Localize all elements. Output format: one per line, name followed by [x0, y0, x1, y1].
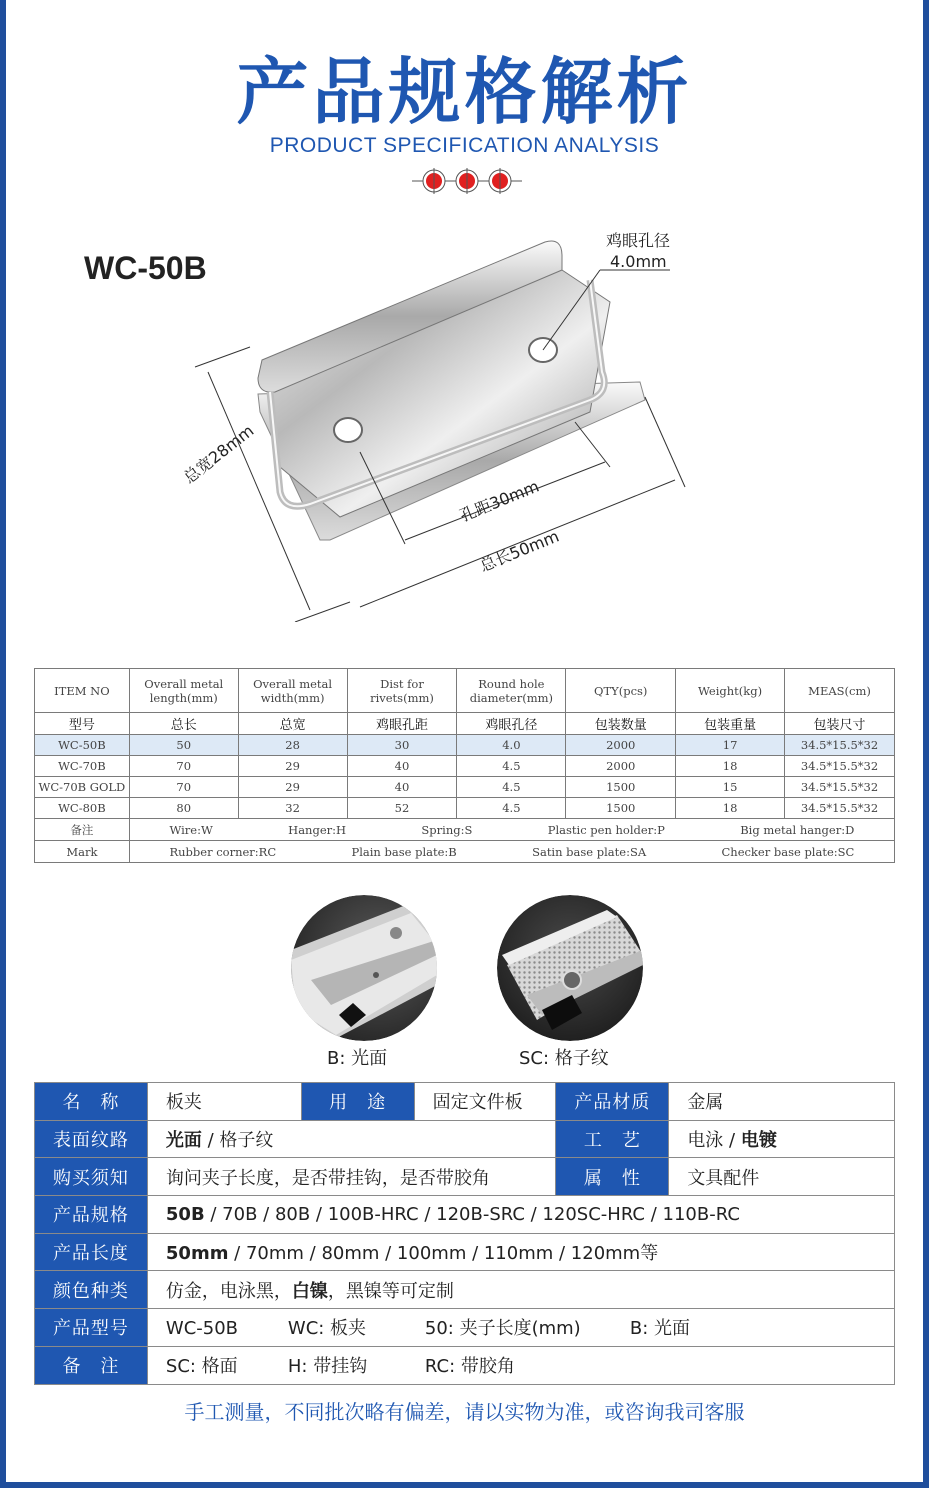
table-cell: 30 [347, 735, 457, 756]
header-cn-cell: 包装尺寸 [785, 713, 895, 735]
length-label: 产品长度 [35, 1233, 148, 1271]
craft-bold: 电镀 [740, 1130, 777, 1152]
footer-note: 手工测量，不同批次略有偏差，请以实物为准，或咨询我司客服 [184, 1400, 745, 1424]
table-cell: 52 [347, 798, 457, 819]
texture-label: 表面纹路 [35, 1120, 148, 1158]
texture-bold: 光面 [165, 1130, 202, 1152]
table-row [35, 756, 895, 777]
model-number: WC-50B [84, 250, 207, 286]
page-subtitle: PRODUCT SPECIFICATION ANALYSIS [269, 134, 660, 157]
table-cell: WC-70B [35, 756, 130, 777]
remark-value [147, 1346, 894, 1384]
table-cell: 18 [676, 798, 785, 819]
model-item: 50: 夹子长度(mm) [424, 1318, 581, 1340]
mark-item: Checker base plate:SC [721, 844, 855, 859]
attr-value: 文具配件 [669, 1158, 895, 1196]
model-item: WC-50B [165, 1318, 239, 1340]
clip-product-image [170, 222, 710, 622]
spec-rest: / 70B / 80B / 100B-HRC / 120B-SRC / 120SC-HRC / 110B-RC [204, 1203, 740, 1225]
table-row [35, 777, 895, 798]
table-cell: 4.0 [457, 735, 566, 756]
table-cell: 15 [676, 777, 785, 798]
header-cell: MEAS(cm) [785, 669, 895, 713]
spec-header-row [35, 669, 895, 713]
spec-bold: 50B [165, 1203, 205, 1225]
table-cell: 2000 [566, 735, 676, 756]
length-rest: / 70mm / 80mm / 100mm / 110mm / 120mm等 [228, 1243, 659, 1265]
note-item: Big metal hanger:D [740, 822, 855, 837]
color-bold: 白镍 [291, 1280, 328, 1302]
header-cell: Overall metal width(mm) [238, 669, 347, 713]
mark-item: Satin base plate:SA [532, 844, 647, 859]
header-cell: Dist for rivets(mm) [347, 669, 457, 713]
frame-left [0, 0, 6, 1488]
plain-surface-thumbnail [291, 895, 437, 1041]
header-cell: Weight(kg) [676, 669, 785, 713]
model-item: B: 光面 [629, 1318, 691, 1340]
notice-label: 购买须知 [35, 1158, 148, 1196]
table-cell: 4.5 [457, 756, 566, 777]
mark-items [129, 841, 894, 863]
decorative-dots-icon [412, 168, 522, 194]
table-cell: 18 [676, 756, 785, 777]
color-label: 颜色种类 [35, 1271, 148, 1309]
page-title: 产品规格解析 [236, 50, 693, 134]
material-label: 产品材质 [556, 1083, 669, 1121]
info-row [35, 1196, 895, 1234]
info-row [35, 1346, 895, 1384]
remark-item: RC: 带胶角 [424, 1356, 515, 1378]
table-cell: 17 [676, 735, 785, 756]
texture-rest: / 格子纹 [201, 1130, 274, 1152]
spec-label: 产品规格 [35, 1196, 148, 1234]
table-row [35, 798, 895, 819]
header-cn-cell: 总宽 [238, 713, 347, 735]
note-item: Hanger:H [288, 822, 347, 837]
table-row [35, 735, 895, 756]
color-value [147, 1271, 894, 1309]
spec-header-cn-row [35, 713, 895, 735]
header-cell: ITEM NO [35, 669, 130, 713]
eyelet-label: 鸡眼孔径 [606, 231, 671, 250]
width-dimension: 总宽28mm [179, 420, 258, 488]
remark-label: 备 注 [35, 1346, 148, 1384]
table-cell: 4.5 [457, 798, 566, 819]
color-post: ，黑镍等可定制 [327, 1280, 454, 1302]
info-row [35, 1309, 895, 1347]
note-item: Plastic pen holder:P [547, 822, 665, 837]
table-cell: WC-50B [35, 735, 130, 756]
length-dimension: 总长50mm [477, 526, 562, 576]
header-cn-cell: 型号 [35, 713, 130, 735]
note-items [129, 819, 894, 841]
mark-row [35, 841, 895, 863]
header-cn-cell: 鸡眼孔径 [457, 713, 566, 735]
plain-surface-label: B: 光面 [327, 1048, 388, 1069]
header-cn-cell: 总长 [129, 713, 238, 735]
craft-value [669, 1120, 895, 1158]
use-label: 用 途 [301, 1083, 414, 1121]
mark-item: Plain base plate:B [351, 844, 457, 859]
eyelet-value: 4.0mm [610, 252, 667, 271]
frame-bottom [0, 1482, 929, 1488]
header-cn-cell: 包装重量 [676, 713, 785, 735]
table-cell: 1500 [566, 798, 676, 819]
note-row [35, 819, 895, 841]
mark-item: Rubber corner:RC [169, 844, 277, 859]
frame-right [923, 0, 929, 1488]
info-row [35, 1158, 895, 1196]
table-cell: 34.5*15.5*32 [785, 735, 895, 756]
color-pre: 仿金，电泳黑， [165, 1280, 292, 1302]
note-label: 备注 [35, 819, 130, 841]
header-cn-cell: 包装数量 [566, 713, 676, 735]
use-value: 固定文件板 [414, 1083, 556, 1121]
table-cell: 80 [129, 798, 238, 819]
remark-item: H: 带挂钩 [287, 1356, 368, 1378]
header-cell: QTY(pcs) [566, 669, 676, 713]
info-row [35, 1233, 895, 1271]
model-item: WC: 板夹 [287, 1318, 367, 1340]
table-cell: 32 [238, 798, 347, 819]
header-cell: Round hole diameter(mm) [457, 669, 566, 713]
table-cell: 4.5 [457, 777, 566, 798]
remark-item: SC: 格面 [165, 1356, 238, 1378]
spec-table [34, 668, 895, 863]
table-cell: 70 [129, 777, 238, 798]
name-value: 板夹 [147, 1083, 301, 1121]
texture-value [147, 1120, 556, 1158]
info-row [35, 1120, 895, 1158]
notice-value: 询问夹子长度，是否带挂钩，是否带胶角 [147, 1158, 556, 1196]
model-value [147, 1309, 894, 1347]
mark-label: Mark [35, 841, 130, 863]
table-cell: 29 [238, 756, 347, 777]
length-bold: 50mm [165, 1243, 229, 1265]
table-cell: 50 [129, 735, 238, 756]
table-cell: 1500 [566, 777, 676, 798]
name-label: 名 称 [35, 1083, 148, 1121]
note-item: Spring:S [421, 822, 473, 837]
table-cell: 70 [129, 756, 238, 777]
table-cell: 34.5*15.5*32 [785, 756, 895, 777]
product-info-table [34, 1082, 895, 1385]
table-cell: 2000 [566, 756, 676, 777]
checker-surface-label: SC: 格子纹 [519, 1048, 609, 1069]
table-cell: 34.5*15.5*32 [785, 798, 895, 819]
table-cell: WC-70B GOLD [35, 777, 130, 798]
table-cell: 40 [347, 777, 457, 798]
header-cn-cell: 鸡眼孔距 [347, 713, 457, 735]
table-cell: 34.5*15.5*32 [785, 777, 895, 798]
length-value [147, 1233, 894, 1271]
craft-plain: 电泳 / [687, 1130, 741, 1152]
checker-surface-thumbnail [497, 895, 643, 1041]
table-cell: 28 [238, 735, 347, 756]
craft-label: 工 艺 [556, 1120, 669, 1158]
table-cell: 40 [347, 756, 457, 777]
info-row [35, 1271, 895, 1309]
spec-value [147, 1196, 894, 1234]
info-row [35, 1083, 895, 1121]
table-cell: WC-80B [35, 798, 130, 819]
material-value: 金属 [669, 1083, 895, 1121]
attr-label: 属 性 [556, 1158, 669, 1196]
note-item: Wire:W [169, 822, 213, 837]
model-label: 产品型号 [35, 1309, 148, 1347]
header-cell: Overall metal length(mm) [129, 669, 238, 713]
hole-distance-dimension: 孔距30mm [457, 476, 542, 526]
table-cell: 29 [238, 777, 347, 798]
